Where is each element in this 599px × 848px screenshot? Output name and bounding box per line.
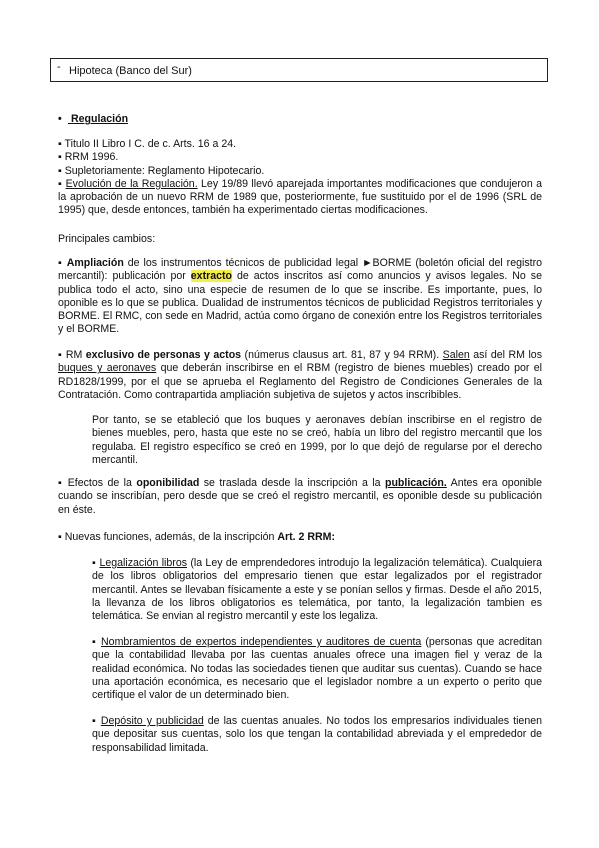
heading-label: Regulación <box>70 113 129 125</box>
funcion-nombramientos: ▪ Nombramientos de expertos independientes y auditores de cuenta (personas que acreditan que la contabilidad llevaba por las cuentas anuales ofrece una imagen fiel y veraz de la realidad económica. No todas las sociedades tienen que auditar sus cuentas). Cuando se hace una aportación económica, es necesario que el legislador nombre a un experto o perito que certifique el valor de un determinado bien. <box>92 636 542 702</box>
principales-label: Principales cambios: <box>58 233 156 245</box>
list-item: ▪ Evolución de la Regulación. Ley 19/89 llevó aparejada importantes modificaciones que condujeron a la aprobación de un nuevo RRM de 1989 que, posteriormente, fue sustituido por el de 1996 (SRL de 1995) que, desde entonces, también ha experimentado ciertas modificaciones. <box>58 177 542 217</box>
funcion-legalizacion: ▪ Legalización libros (la Ley de emprendedores introdujo la legalización telemática). Cualquiera de los libros obligatorios del empresario tienen que estar legalizados por el registrador mercantil. Antes se llevaban físicamente a este y se ponían sellos y firmas. Desde el año 2015, la llevanza de los libros obligatorios es telemática, por tanto, la legalización tambien es telemática. Se envian al registro mercantil y este los legaliza. <box>92 557 542 623</box>
efectos-paragraph: ▪ Efectos de la oponibilidad se traslada desde la inscripción a la publicación. Antes era oponible cuando se inscribían, pero desde que se creó el registro mercantil, es oponible desde su publicación en éste. <box>58 477 542 516</box>
list-item: ▪ RRM 1996. <box>58 151 119 164</box>
title-dash: - <box>57 61 61 73</box>
title-text: Hipoteca (Banco del Sur) <box>69 65 192 77</box>
rm-subparagraph: Por tanto, se se etableció que los buques y aeronaves debían inscribirse en el registro de bienes muebles, pero, hasta que este no se creó, había un libro del registro mercantil que los regulaba. El registro específico se creó en 1999, por lo que dejó de regularse por el derecho mercantil. <box>92 414 542 466</box>
title-box <box>50 58 548 82</box>
section-heading <box>58 113 128 125</box>
heading-bullet: • <box>58 113 62 125</box>
ampliacion-paragraph: ▪ Ampliación de los instrumentos técnicos de publicidad legal ►BORME (boletón oficial del registro mercantil): publicación por extracto de actos inscritos así como anuncios y avisos legales. No se publica todo el acto, sino una especie de resumen de lo que se inscribe. Es importante, pues, lo oponible es lo que se publica. Dualidad de instrumentos técnicos de publicidad Registros territoriales y BORME. El RMC, con sede en Madrid, actúa como órgano de conexión entre los Registros territoriales y el BORME. <box>58 257 542 336</box>
list-item: ▪ Titulo II Libro I C. de c. Arts. 16 a 24. <box>58 138 237 150</box>
regulation-list <box>58 138 542 218</box>
funcion-deposito: ▪ Depósito y publicidad de las cuentas anuales. No todos los empresarios individuales tienen que depositar sus cuentas, solo los que tengan la contabilidad abreviada y el emprededor de responsabilidad limitada. <box>92 715 542 754</box>
highlight-extracto: extracto <box>190 270 232 283</box>
rm-paragraph: ▪ RM exclusivo de personas y actos (númerus clausus art. 81, 87 y 94 RRM). Salen así del RM los buques y aeronaves que deberán inscribirse en el RBM (registro de bienes muebles) creado por el RD1828/1999, por el que se aprueba el Reglamento del Registro de Condiciones Generales de la Contratación. Como contrapartida ampliación subjetiva de sujetos y actos inscribibles. <box>58 349 542 401</box>
list-item: ▪ Supletoriamente: Reglamento Hipotecario. <box>58 164 265 177</box>
nuevas-funciones: ▪ Nuevas funciones, además, de la inscripción Art. 2 RRM: <box>58 531 335 543</box>
